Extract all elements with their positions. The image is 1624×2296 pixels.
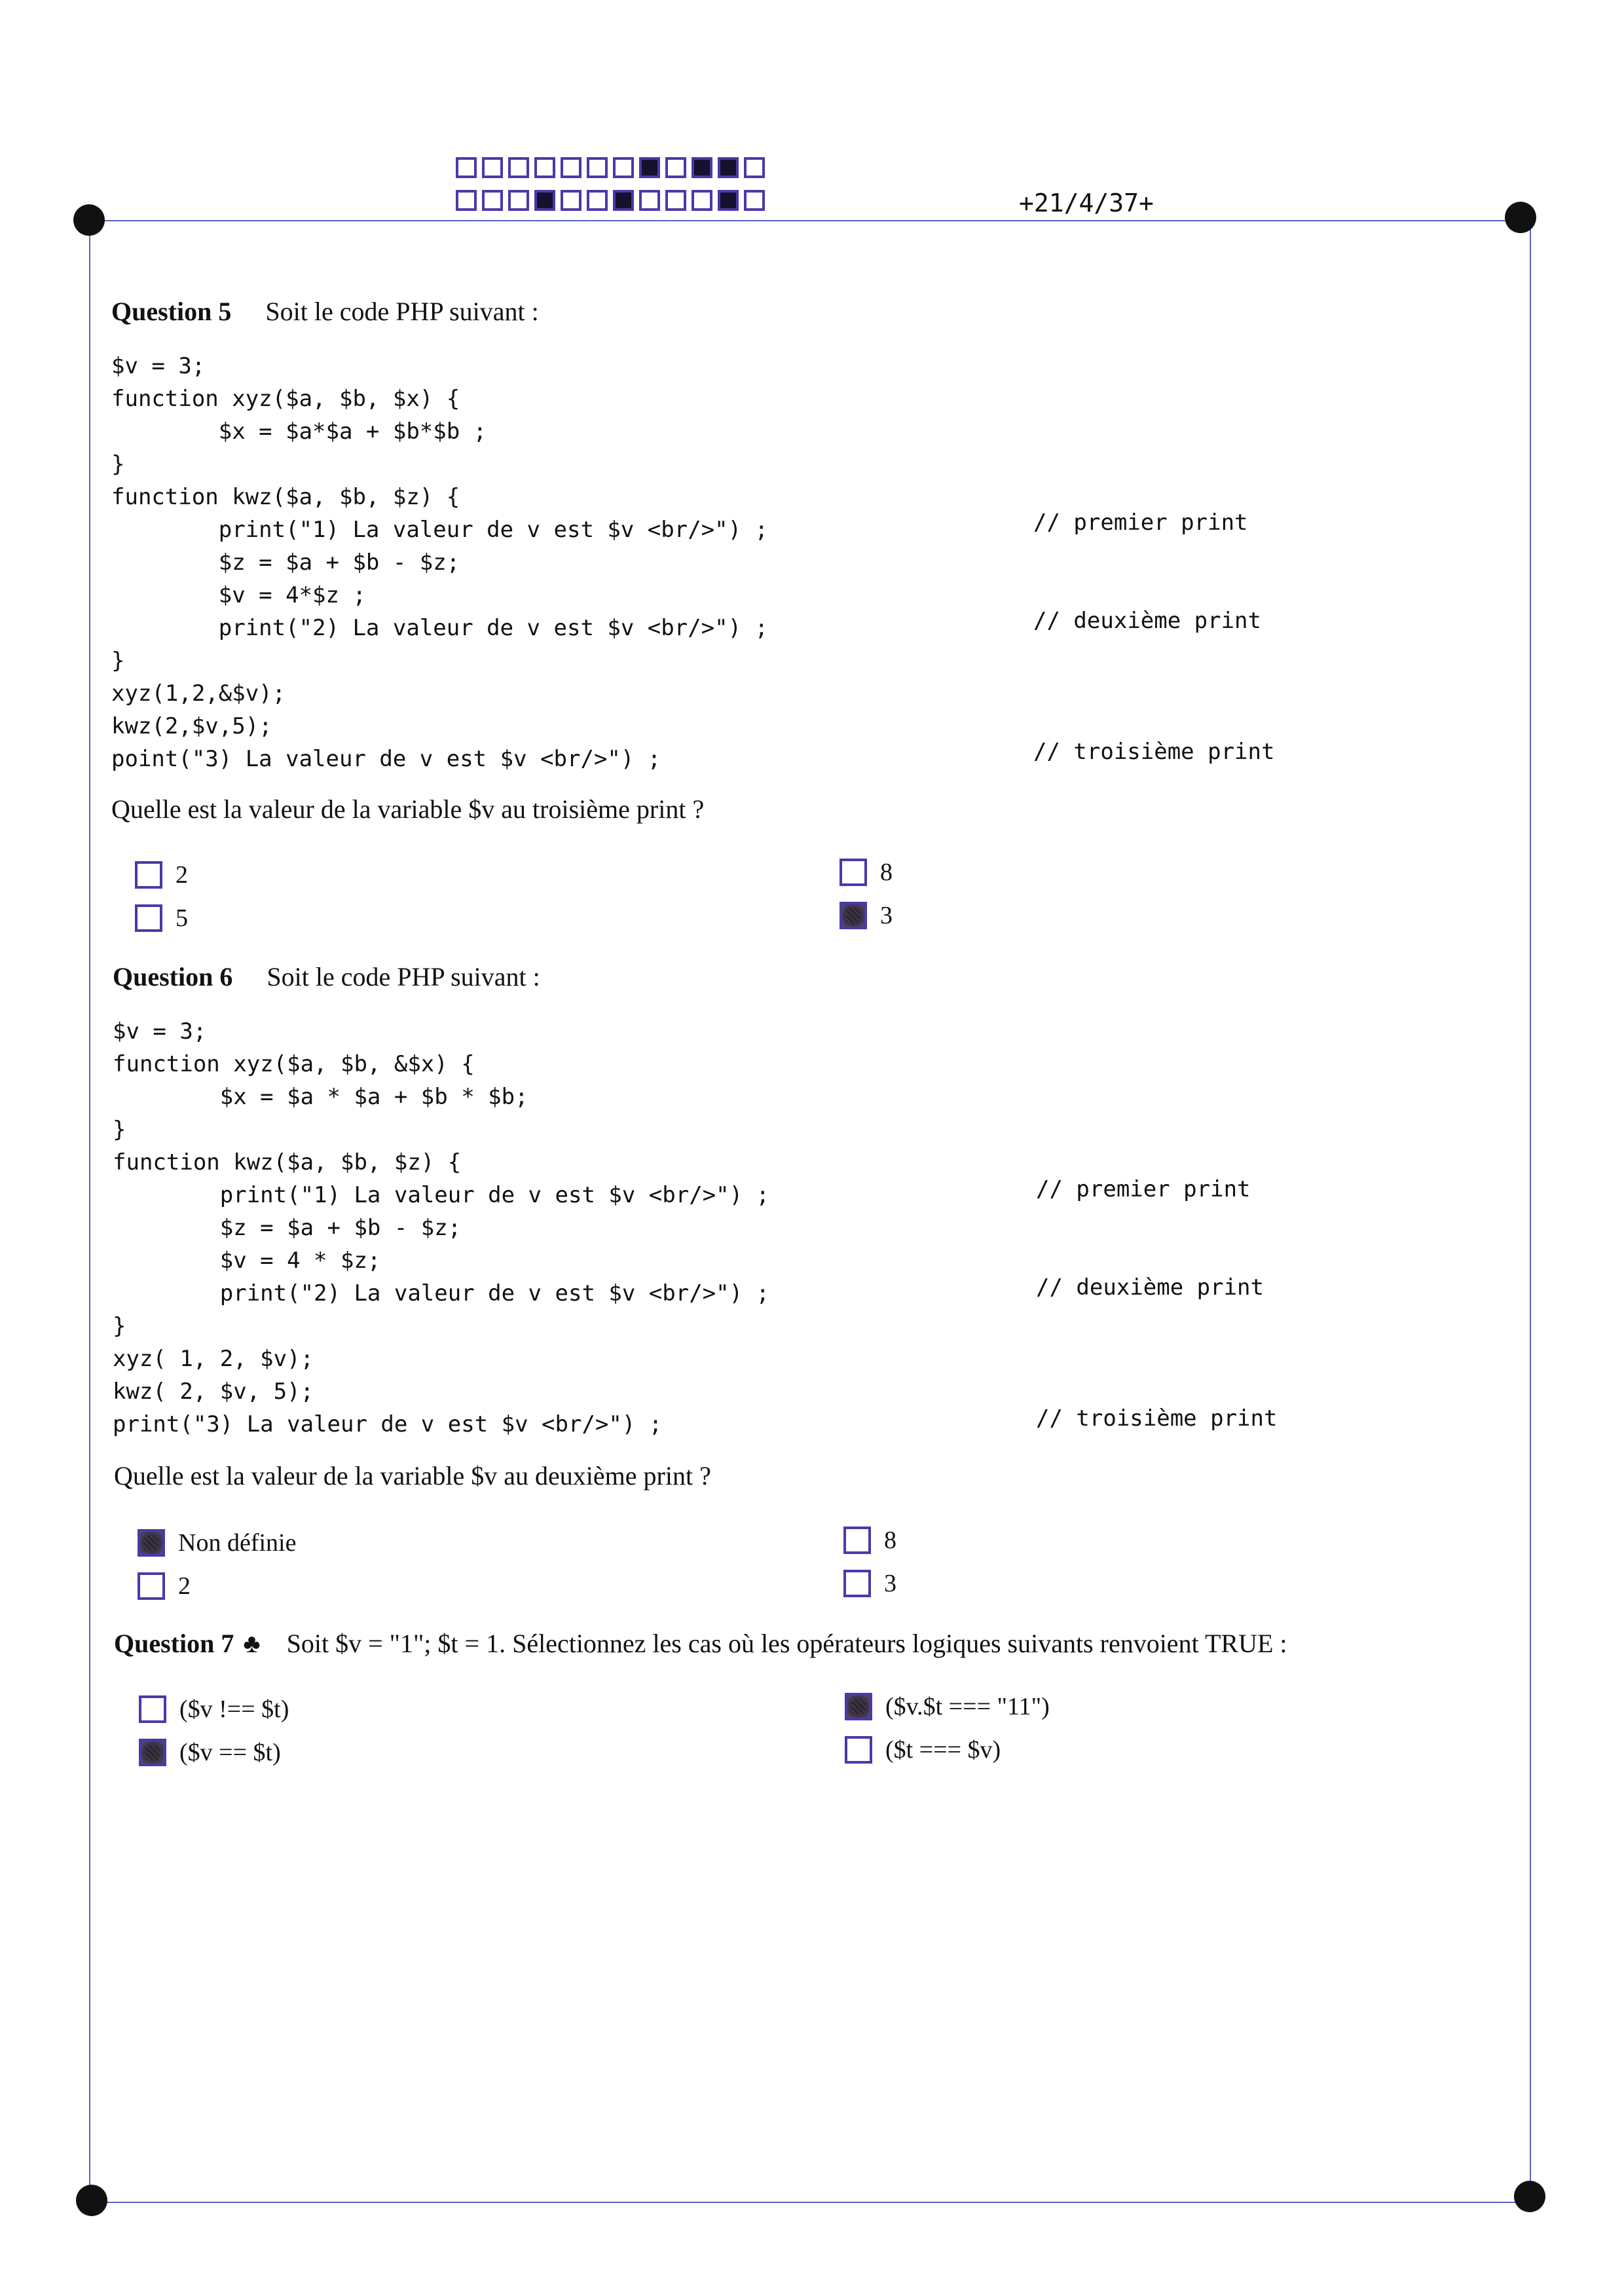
question-6-title bbox=[113, 961, 540, 992]
q7-checkbox-3[interactable] bbox=[139, 1739, 166, 1766]
q7-answer-4 bbox=[845, 1735, 1001, 1764]
code-row-2-cell bbox=[482, 190, 503, 211]
code-row-1-cell bbox=[718, 157, 739, 178]
q6-answer-1-label: Non définie bbox=[178, 1529, 297, 1557]
q7-answer-1 bbox=[139, 1695, 289, 1724]
q7-answer-2 bbox=[845, 1692, 1050, 1721]
q5-answer-1 bbox=[135, 861, 188, 889]
question-6-number: Question 6 bbox=[113, 962, 233, 991]
q5-checkbox-2[interactable] bbox=[840, 859, 867, 886]
question-6-intro: Soit le code PHP suivant : bbox=[267, 962, 540, 991]
corner-marker-top-right bbox=[1505, 202, 1536, 233]
code-row-1-cell bbox=[456, 157, 477, 178]
code-row-2-cell bbox=[665, 190, 686, 211]
q6-answer-3 bbox=[138, 1572, 191, 1601]
question-5-title bbox=[111, 296, 539, 327]
code-row-2-cell bbox=[587, 190, 608, 211]
code-row-1-cell bbox=[508, 157, 529, 178]
code-row-1-cell bbox=[665, 157, 686, 178]
q5-checkbox-1[interactable] bbox=[135, 861, 162, 889]
question-6-comment-1: // premier print bbox=[1036, 1176, 1251, 1202]
question-5-prompt: Quelle est la valeur de la variable $v au troisième print ? bbox=[111, 794, 705, 824]
q7-answer-3 bbox=[139, 1738, 281, 1767]
corner-marker-bottom-right bbox=[1514, 2181, 1545, 2212]
q5-checkbox-3[interactable] bbox=[135, 904, 162, 932]
page-id: +21/4/37+ bbox=[1019, 189, 1154, 217]
q6-answer-2 bbox=[843, 1526, 896, 1555]
q6-checkbox-1[interactable] bbox=[138, 1529, 165, 1557]
q5-checkbox-4[interactable] bbox=[840, 902, 867, 929]
q5-answer-2 bbox=[840, 858, 893, 887]
corner-marker-bottom-left bbox=[76, 2185, 107, 2216]
q6-checkbox-3[interactable] bbox=[138, 1572, 165, 1600]
q5-answer-2-label: 8 bbox=[880, 859, 893, 886]
question-7-number: Question 7 bbox=[114, 1629, 234, 1658]
q6-answer-3-label: 2 bbox=[178, 1572, 191, 1600]
question-5-intro: Soit le code PHP suivant : bbox=[265, 297, 539, 326]
question-7-title bbox=[114, 1628, 1287, 1659]
q5-answer-4-label: 3 bbox=[880, 902, 893, 929]
code-row-1-cell bbox=[744, 157, 765, 178]
code-row-2-cell bbox=[561, 190, 581, 211]
code-row-2-cell bbox=[456, 190, 477, 211]
code-row-1-cell bbox=[613, 157, 634, 178]
question-5-number: Question 5 bbox=[111, 297, 232, 326]
code-row-1-cell bbox=[561, 157, 581, 178]
q5-answer-3 bbox=[135, 904, 188, 933]
q5-answer-1-label: 2 bbox=[175, 861, 188, 889]
q5-answer-4 bbox=[840, 901, 893, 930]
q7-answer-2-label: ($v.$t === "11") bbox=[885, 1693, 1050, 1720]
question-5-comment-1: // premier print bbox=[1033, 509, 1248, 536]
question-6-comment-2: // deuxième print bbox=[1036, 1274, 1264, 1301]
question-6-prompt: Quelle est la valeur de la variable $v au deuxième print ? bbox=[114, 1461, 711, 1491]
q5-answer-3-label: 5 bbox=[175, 904, 188, 932]
code-row-2-cell bbox=[613, 190, 634, 211]
code-row-2-cell bbox=[508, 190, 529, 211]
code-row-2-cell bbox=[718, 190, 739, 211]
q6-answer-2-label: 8 bbox=[884, 1527, 896, 1554]
binary-code-row-1 bbox=[456, 157, 770, 178]
code-row-2-cell bbox=[692, 190, 712, 211]
corner-marker-top-left bbox=[73, 204, 105, 236]
q6-answer-4 bbox=[843, 1569, 896, 1598]
q6-checkbox-4[interactable] bbox=[843, 1570, 871, 1597]
question-6-code: $v = 3; function xyz($a, $b, &$x) { $x = $a * $a + $b * $b; } function kwz($a, $b, $z) { print("1) La valeur de v est $v <br/>") ; $z = $a + $b - $z; $v = 4 * $z; print("2) La valeur de v est $v <br/>") ; } xyz( 1, 2, $v); kwz( 2, $v, 5); print("3) La valeur de v est $v <br/>") ; bbox=[113, 1018, 770, 1437]
club-icon: ♣ bbox=[243, 1629, 261, 1658]
binary-code-row-2 bbox=[456, 190, 770, 211]
code-row-1-cell bbox=[692, 157, 712, 178]
code-row-2-cell bbox=[639, 190, 660, 211]
code-row-1-cell bbox=[587, 157, 608, 178]
q7-answer-1-label: ($v !== $t) bbox=[179, 1695, 289, 1723]
q6-answer-4-label: 3 bbox=[884, 1570, 896, 1597]
q7-checkbox-2[interactable] bbox=[845, 1693, 872, 1720]
code-row-1-cell bbox=[534, 157, 555, 178]
code-row-1-cell bbox=[639, 157, 660, 178]
question-5-code: $v = 3; function xyz($a, $b, $x) { $x = $a*$a + $b*$b ; } function kwz($a, $b, $z) { print("1) La valeur de v est $v <br/>") ; $z = $a + $b - $z; $v = 4*$z ; print("2) La valeur de v est $v <br/>") ; } xyz(1,2,&$v); kwz(2,$v,5); point("3) La valeur de v est $v <br/>") ; bbox=[111, 353, 769, 772]
question-5-comment-2: // deuxième print bbox=[1033, 608, 1261, 634]
question-5-comment-3: // troisième print bbox=[1033, 739, 1275, 765]
question-7-intro: Soit $v = "1"; $t = 1. Sélectionnez les cas où les opérateurs logiques suivants renvoient TRUE : bbox=[286, 1629, 1287, 1658]
code-row-1-cell bbox=[482, 157, 503, 178]
question-6-comment-3: // troisième print bbox=[1036, 1405, 1278, 1432]
q6-checkbox-2[interactable] bbox=[843, 1527, 871, 1554]
q7-answer-4-label: ($t === $v) bbox=[885, 1736, 1001, 1764]
q6-answer-1 bbox=[138, 1528, 296, 1557]
q7-answer-3-label: ($v == $t) bbox=[179, 1739, 281, 1766]
code-row-2-cell bbox=[534, 190, 555, 211]
q7-checkbox-1[interactable] bbox=[139, 1695, 166, 1723]
code-row-2-cell bbox=[744, 190, 765, 211]
q7-checkbox-4[interactable] bbox=[845, 1736, 872, 1764]
